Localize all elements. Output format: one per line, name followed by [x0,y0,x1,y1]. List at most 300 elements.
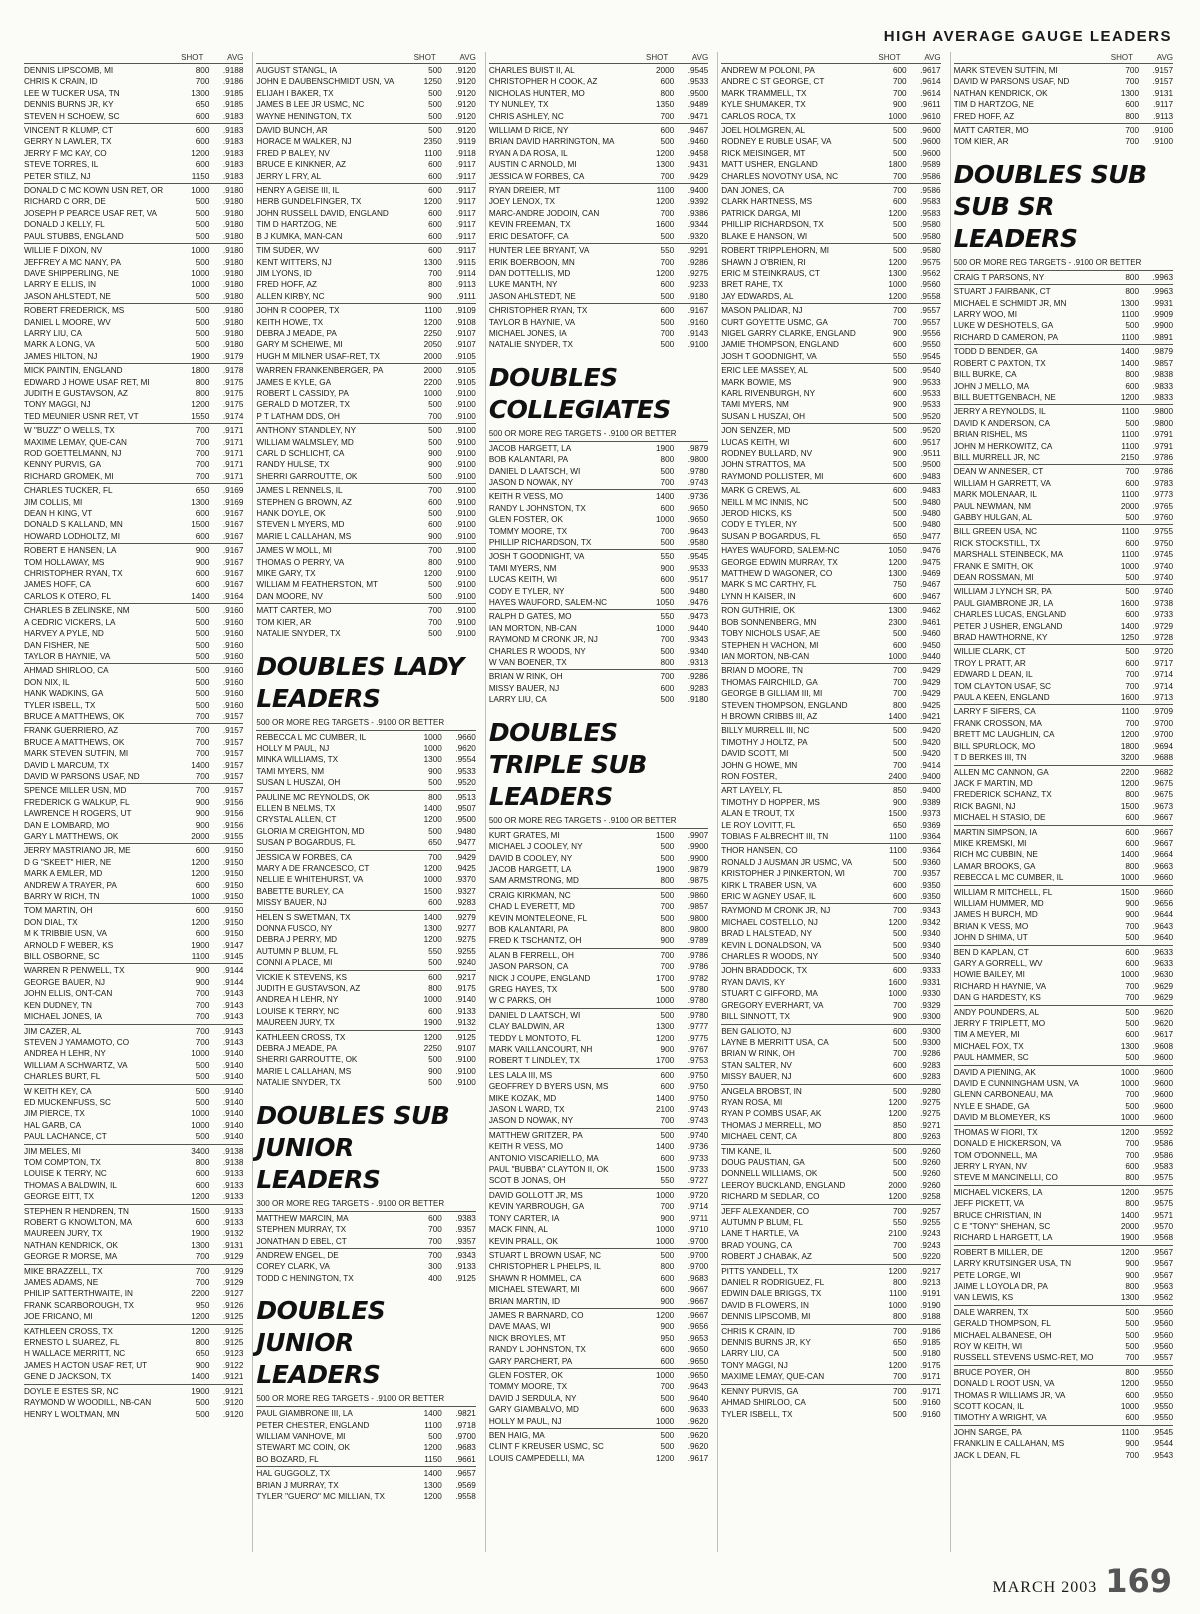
leader-row [721,1288,940,1299]
leader-row [256,897,475,908]
leader-row [721,1326,940,1337]
shooter-name: HOLLY M PAUL, NJ [256,743,330,753]
average-value: .9879 [687,864,709,874]
leader-group [954,644,1173,704]
shooter-name: TIMOTHY A WRIGHT, VA [953,1413,1047,1423]
leader-row [954,111,1173,122]
shot-count: 1600 [888,977,907,987]
average-value: .9330 [920,989,941,999]
shooter-name: CHARLES R WOODS, NY [488,646,586,656]
shooter-name: RICH MC CUBBIN, NE [953,850,1038,860]
shooter-name: ROBERT E HANSEN, LA [24,546,117,556]
average-value: .9100 [455,437,476,447]
shot-count: 1100 [1121,550,1140,560]
leader-row [721,231,940,242]
average-value: .9429 [920,666,941,676]
shot-count: 600 [892,388,907,398]
average-value: .9608 [1152,1041,1174,1051]
shooter-name: RALPH D GATES, MO [488,612,572,622]
leader-row [721,1300,940,1311]
leader-row [954,1089,1173,1100]
shooter-name: ROBERT G KNOWLTON, MA [24,1218,133,1227]
leader-row [721,437,940,448]
leader-group [256,1030,475,1090]
average-value: .9180 [222,208,244,218]
shot-count: 600 [1125,1413,1140,1423]
leader-row [954,909,1173,920]
leader-row [256,88,475,99]
shooter-name: SHERRI GARROUTTE, OK [256,1055,358,1065]
average-value: .9520 [920,411,941,421]
leader-row [256,196,475,207]
shot-count: 1200 [888,1192,907,1202]
shooter-name: DONALD L ROOT USN, VA [953,1379,1055,1389]
leader-row [256,159,475,170]
shooter-name: DAVID L MARCUM, TX [24,760,109,770]
shot-count: 550 [660,1176,675,1186]
leader-row [256,1273,475,1284]
leader-column [485,52,711,1552]
average-value: .9800 [687,913,709,923]
shot-count: 900 [1125,1259,1140,1269]
shooter-name: AUTUMN P BLUM, FL [721,1218,803,1227]
average-value: .9575 [1152,1187,1174,1197]
leader-row [954,320,1173,331]
shooter-name: HUNTER LEE BRYANT, VA [488,246,590,256]
leader-group [954,63,1173,123]
shooter-name: THOR HANSEN, CO [721,846,798,856]
shot-count: 500 [892,952,907,962]
shot-count: 500 [660,853,675,863]
average-value: .9107 [455,1044,476,1054]
shot-count: 1000 [1120,1402,1140,1412]
shooter-name: GLORIA M CREIGHTON, MD [256,826,365,836]
leader-row [489,257,708,268]
shooter-name: TONY MAGGI, NJ [721,1360,788,1370]
shot-count: 700 [660,902,675,912]
shooter-name: BRUCE CHRISTIAN, IN [953,1210,1042,1220]
shot-count: 1000 [1120,1079,1140,1089]
shot-count: 900 [660,1213,675,1223]
leader-row [954,1210,1173,1221]
average-value: .9183 [222,160,244,170]
shot-count: 1200 [888,1360,907,1370]
shooter-name: BRET RAHE, TX [721,280,783,290]
average-value: .9429 [455,852,476,862]
shooter-name: LYNN H KAISER, IN [721,591,796,601]
average-value: .9125 [455,1032,476,1042]
shot-count: 500 [660,586,675,596]
average-value: .9369 [920,820,941,830]
shooter-name: RICK BAGNI, NJ [953,801,1016,811]
shot-count: 1400 [888,711,907,721]
average-value: .9480 [920,497,941,507]
shooter-name: NATHAN KENDRICK, OK [24,1240,119,1250]
column-header [24,52,243,63]
shot-count: 600 [660,575,675,585]
leader-group [256,1466,475,1503]
leader-row [256,1213,475,1224]
leader-row [954,932,1173,943]
average-value: .9736 [687,492,709,502]
shooter-name: DAN FISHER, NE [24,640,90,650]
average-value: .9728 [1152,633,1174,643]
leader-row [954,512,1173,523]
leader-row [24,377,243,388]
shot-count: 500 [1125,1007,1140,1017]
leader-group [721,1144,940,1204]
shot-count: 800 [195,388,210,398]
average-value: .9477 [920,531,941,541]
shot-count: 800 [892,1312,907,1322]
leader-row [954,1052,1173,1063]
shooter-name: LARRY LIU, CA [721,1349,780,1359]
shot-count: 500 [1125,418,1140,428]
shot-count: 1050 [888,546,907,556]
average-value: .9567 [1152,1247,1174,1257]
leader-group [24,183,243,243]
shot-count: 1150 [191,171,210,181]
shooter-name: ELIJAH I BAKER, TX [256,88,334,98]
shot-count: 1200 [656,197,675,207]
leader-row [721,257,940,268]
shot-count: 500 [195,220,210,230]
section-criteria: 500 OR MORE REG TARGETS - .9100 OR BETTER [953,257,1142,267]
shot-count: 600 [892,197,907,207]
average-value: .9343 [455,1250,476,1260]
shot-count: 600 [892,486,907,496]
shooter-name: GARY GIAMBALVO, MD [488,1405,579,1415]
leader-row [256,886,475,897]
shot-count: 500 [892,1037,907,1047]
leader-row [256,814,475,825]
average-value: .9340 [920,929,941,939]
shot-count: 1100 [1121,490,1140,500]
average-value: .9783 [1152,478,1174,488]
average-value: .9683 [455,1443,476,1453]
leader-row [954,812,1173,823]
shot-count: 1300 [191,497,210,507]
average-value: .9120 [222,1409,244,1419]
leader-group [256,730,475,790]
average-value: .9738 [1152,598,1174,608]
shooter-name: ERNESTO L SUAREZ, FL [24,1338,120,1348]
shot-count: 1300 [423,257,442,267]
shot-count: 900 [660,936,675,946]
leader-row [721,159,940,170]
shot-count: 2200 [191,1289,210,1299]
shot-count: 1500 [656,1165,675,1175]
shot-count: 500 [892,1398,907,1408]
average-value: .9660 [1152,887,1174,897]
shooter-name: TODD D BENDER, GA [953,347,1038,357]
shot-count: 500 [1125,933,1140,943]
average-value: .9543 [1152,1450,1174,1460]
leader-row [721,628,940,639]
shot-count: 1300 [1120,1293,1140,1303]
average-value: .9129 [222,1252,244,1262]
leader-row [954,1352,1173,1363]
leader-row [489,1261,708,1272]
shooter-name: LAMAR BROOKS, GA [953,861,1036,871]
shooter-name: MICHAEL CENT, CA [721,1132,797,1142]
leader-row [721,88,940,99]
shooter-name: LEE W TUCKER USA, TN [24,88,120,98]
shooter-name: GARY M SCHEIWE, MI [256,340,343,350]
shot-count: 500 [195,700,210,710]
shooter-name: LOUISE K TERRY, NC [256,1006,340,1016]
leader-row [954,861,1173,872]
leader-group [256,63,475,123]
shooter-name: FRANKLIN E CALLAHAN, MS [953,1439,1065,1449]
shooter-name: JEFF ALEXANDER, CO [721,1206,810,1216]
leader-row [721,820,940,831]
leader-row [489,99,708,110]
average-value: .9275 [687,268,709,278]
average-value: .9554 [455,755,476,765]
shooter-name: AHMAD SHIRLOO, CA [721,1398,806,1408]
shot-count: 1300 [656,160,675,170]
shot-count: 1200 [423,935,442,945]
shooter-name: RICHARD GROMEK, MI [24,471,114,481]
shooter-name: HAYES WAUFORD, SALEM-NC [488,598,608,608]
shot-count: 900 [892,328,907,338]
average-value: .9125 [455,1273,476,1283]
leader-row [256,245,475,256]
shot-header: SHOT [878,53,901,62]
shot-count: 1400 [656,1142,675,1152]
shooter-name: EDWARD L DEAN, IL [953,670,1033,680]
average-value: .9650 [687,1345,709,1355]
shot-count: 1200 [423,1491,442,1501]
shot-count: 500 [660,1431,675,1440]
shooter-name: SAM ARMSTRONG, MD [488,876,579,886]
shooter-name: MICHAEL JONES, IA [488,328,567,338]
leader-row [489,491,708,502]
shot-count: 500 [892,246,907,256]
shot-count: 900 [1125,910,1140,920]
leader-row [721,196,940,207]
shot-count: 600 [428,160,442,170]
leader-row [24,1157,243,1168]
leader-row [256,257,475,268]
shot-count: 800 [1125,1173,1140,1183]
shot-count: 600 [1125,381,1140,391]
average-value: .9150 [222,846,244,856]
shot-count: 500 [428,126,442,136]
leader-row [954,1438,1173,1449]
shooter-name: ERIC W AGNEY USAF, IL [721,892,816,902]
shot-count: 300 [428,1262,442,1272]
shooter-name: CONNI A PLACE, MI [256,958,333,968]
shot-count: 500 [195,689,210,699]
shooter-name: JASON AHLSTEDT, NE [488,291,576,301]
shot-count: 1200 [191,1192,210,1202]
shooter-name: JIM MELES, MI [24,1146,81,1156]
leader-group [489,243,708,303]
shot-count: 1000 [423,743,442,753]
leader-row [489,76,708,87]
leader-row [721,845,940,856]
shooter-name: BILL SPURLOCK, MO [953,741,1036,751]
average-value: .9656 [1152,898,1174,908]
shooter-name: MICHAEL JONES, IA [24,1012,102,1022]
average-value: .9213 [920,1278,941,1288]
shot-count: 700 [428,268,442,278]
leader-row [721,99,940,110]
leader-row [256,399,475,410]
shot-count: 3200 [1120,753,1140,763]
shot-count: 900 [1125,898,1140,908]
shooter-name: ART LAYELY, FL [721,786,783,796]
shooter-name: LANE T HARTLE, VA [721,1229,799,1239]
leader-row [489,611,708,622]
leader-row [489,1104,708,1115]
shooter-name: LOUIS CAMPEDELLI, MA [488,1453,585,1463]
shot-count: 600 [195,126,210,136]
shot-count: 600 [428,1213,442,1223]
leader-group [489,609,708,669]
average-value: .9545 [920,351,941,361]
avg-header: AVG [1156,53,1174,62]
average-value: .9150 [222,917,244,927]
shot-count: 1100 [424,306,442,316]
leader-row [721,1037,940,1048]
shot-count: 500 [428,1055,442,1065]
average-value: .9217 [455,972,476,982]
leader-row [256,1491,475,1502]
shot-count: 600 [660,1273,675,1283]
average-value: .9520 [455,778,476,788]
shot-count: 500 [428,580,442,590]
leader-row [24,1191,243,1202]
shot-count: 500 [660,1010,675,1020]
average-value: .9425 [455,863,476,873]
average-value: .9100 [455,1066,476,1076]
shot-count: 900 [428,1066,442,1076]
shooter-name: DAN JONES, CA [721,186,785,196]
leader-row [954,489,1173,500]
average-value: .9157 [222,760,244,770]
shooter-name: PATRICK DARGA, MI [721,208,801,218]
average-value: .9558 [455,1491,476,1501]
leader-group [954,1005,1173,1065]
shot-count: 1200 [191,857,210,867]
shooter-name: ROBERT J CHABAK, AZ [721,1252,812,1262]
shooter-name: CHARLES BURT, FL [24,1072,101,1082]
shot-count: 1800 [1120,741,1140,751]
shooter-name: H BROWN CRIBBS III, AZ [721,711,818,721]
leader-row [256,1454,475,1465]
leader-row [256,792,475,803]
shooter-name: TEDDY L MONTOTO, FL [488,1033,581,1043]
average-value: .9556 [920,328,941,338]
shooter-name: DAVID BUNCH, AR [256,126,328,136]
leader-group [954,464,1173,524]
leader-row [721,579,940,590]
leader-row [24,1180,243,1191]
leader-row [954,1078,1173,1089]
leader-row [721,605,940,616]
average-value: .9857 [687,902,709,912]
average-value: .9600 [1152,1113,1174,1123]
leader-row [256,437,475,448]
leader-row [256,1043,475,1054]
shot-count: 500 [428,629,442,639]
shot-count: 700 [892,77,907,87]
leader-row [954,789,1173,800]
shot-count: 700 [892,88,907,98]
leader-row [954,632,1173,643]
leader-row [24,797,243,808]
leader-row [256,1468,475,1479]
average-value: .9164 [222,591,244,601]
shot-count: 1300 [191,1240,210,1250]
leader-group [954,524,1173,584]
leader-row [24,1266,243,1277]
average-value: .9240 [455,958,476,968]
leader-row [24,65,243,76]
leader-row [489,657,708,668]
shot-count: 1000 [423,995,442,1005]
average-value: .9643 [687,526,709,536]
shot-count: 600 [1125,610,1140,620]
average-value: .9105 [455,377,476,387]
average-value: .9420 [920,737,941,747]
shot-count: 700 [1125,1353,1140,1363]
shooter-name: DANIEL D LAATSCH, WI [488,466,581,476]
average-value: .9629 [1152,993,1174,1003]
shot-count: 2000 [656,66,675,75]
leader-row [954,1127,1173,1138]
average-value: .9471 [687,111,709,121]
leader-row [24,196,243,207]
leader-row [721,268,940,279]
leader-group [24,1204,243,1264]
average-value: .9260 [920,1169,941,1179]
section-title: DOUBLES LADY LEADERS [256,651,464,713]
shot-count: 500 [660,538,675,547]
leader-row [24,305,243,316]
shooter-name: MAXIME LEMAY, QUE-CAN [24,437,127,447]
average-value: .9277 [455,924,476,933]
shooter-name: PETER J USHER, ENGLAND [953,621,1063,631]
leader-group [256,123,475,183]
leader-row [721,459,940,470]
shooter-name: JOHN D SHIMA, UT [953,933,1028,943]
shot-count: 500 [892,460,907,470]
average-value: .9767 [687,1045,709,1054]
shot-count: 800 [428,792,442,802]
leader-row [256,1032,475,1043]
average-value: .9620 [687,1416,709,1426]
average-value: .9570 [1152,1221,1174,1231]
shot-count: 1100 [1121,407,1140,417]
leader-row [721,1131,940,1142]
shot-count: 650 [195,1349,210,1359]
shot-count: 500 [892,137,907,147]
average-value: .9157 [222,749,244,759]
leader-row [24,279,243,290]
shooter-name: MIKE KOZAK, MD [488,1093,557,1103]
shooter-name: LEEROY BUCKLAND, ENGLAND [721,1180,846,1190]
leader-group [489,1248,708,1308]
average-value: .9755 [1152,527,1174,537]
shot-count: 700 [892,1240,907,1250]
section-criteria: 500 OR MORE REG TARGETS - .9100 OR BETTER [256,717,445,727]
average-value: .9100 [455,520,476,530]
average-value: .9460 [687,137,709,147]
